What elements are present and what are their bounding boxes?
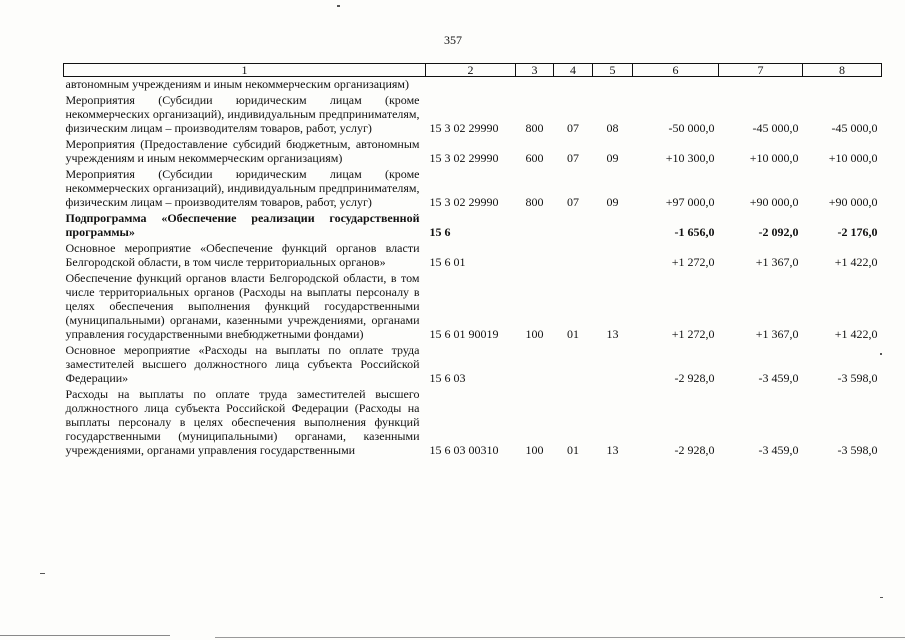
row-code: 15 6 03 00310	[429, 443, 499, 457]
row-section	[554, 343, 593, 387]
row-section	[554, 211, 593, 241]
row-expense-type: 100	[525, 327, 544, 341]
scan-edge-line-left	[0, 635, 170, 636]
row-subsection	[593, 211, 633, 241]
row-value-col8: -45 000,0	[831, 121, 878, 135]
row-code: 15 3 02 29990	[429, 195, 499, 209]
row-description: автономным учреждениям и иным некоммерческим организациям)	[65, 77, 410, 91]
table-row	[64, 387, 882, 459]
row-section	[554, 241, 593, 271]
page-number: 357	[444, 33, 462, 47]
row-code: 15 6 01	[429, 255, 466, 269]
row-expense-type: 600	[525, 151, 544, 165]
row-value-col6: -50 000,0	[668, 121, 715, 135]
table-row	[64, 241, 882, 271]
table-row	[64, 343, 882, 387]
row-code: 15 6	[429, 225, 451, 239]
column-header-row	[64, 64, 882, 77]
row-value-col8: +90 000,0	[828, 195, 878, 209]
row-description: Основное мероприятие «Расходы на выплаты по оплате труда заместителей высшего должностного лица субъекта Российской Федерации»	[65, 343, 420, 385]
row-code: 15 6 01 90019	[429, 327, 499, 341]
row-value-col8: +1 422,0	[834, 255, 878, 269]
row-value-col8: +10 000,0	[828, 151, 878, 165]
row-value-col6: -2 928,0	[674, 371, 715, 385]
scan-artifact-top	[337, 5, 340, 7]
row-value-col6: -2 928,0	[674, 443, 715, 457]
row-value-col7: -2 092,0	[758, 225, 799, 239]
row-subsection: 13	[606, 443, 619, 457]
row-expense-type	[516, 343, 554, 387]
row-section: 07	[567, 195, 579, 209]
row-value-col7: +1 367,0	[755, 255, 799, 269]
row-subsection	[593, 77, 633, 94]
row-subsection	[593, 343, 633, 387]
table-row	[64, 137, 882, 167]
row-subsection: 08	[606, 121, 619, 135]
row-value-col8: -3 598,0	[837, 371, 878, 385]
column-header-6: 6	[633, 64, 719, 77]
scan-edge-line-right	[215, 637, 905, 638]
row-value-col7: +1 367,0	[755, 327, 799, 341]
row-expense-type: 800	[525, 195, 544, 209]
row-expense-type: 800	[525, 121, 544, 135]
row-subsection: 09	[606, 151, 619, 165]
row-value-col6	[633, 77, 719, 94]
row-value-col7: +90 000,0	[749, 195, 799, 209]
subprogram-row	[64, 211, 882, 241]
row-description: Основное мероприятие «Обеспечение функций органов власти Белгородской области, в том числе территориальных органов»	[65, 241, 420, 269]
column-header-8: 8	[803, 64, 882, 77]
table-row	[64, 77, 882, 94]
scan-artifact-bottom-left	[40, 573, 45, 574]
row-expense-type: 100	[525, 443, 544, 457]
row-code: 15 3 02 29990	[429, 121, 499, 135]
row-expense-type	[516, 241, 554, 271]
row-value-col7: +10 000,0	[749, 151, 799, 165]
budget-table	[63, 63, 882, 459]
row-value-col6: +97 000,0	[665, 195, 715, 209]
row-section: 07	[567, 151, 579, 165]
column-header-1: 1	[64, 64, 426, 77]
column-header-3: 3	[516, 64, 554, 77]
column-header-2: 2	[426, 64, 516, 77]
row-value-col6: +1 272,0	[671, 327, 715, 341]
row-code	[426, 77, 516, 94]
row-section: 07	[567, 121, 579, 135]
row-description: Мероприятия (Предоставление субсидий бюджетным, автономным учреждениям и иным некоммерческим организациям)	[65, 137, 420, 165]
row-value-col6: +1 272,0	[671, 255, 715, 269]
row-value-col7: -3 459,0	[758, 443, 799, 457]
column-header-4: 4	[554, 64, 593, 77]
table-row	[64, 167, 882, 211]
table-body	[64, 77, 882, 460]
column-header-5: 5	[593, 64, 633, 77]
row-description: Подпрограмма «Обеспечение реализации государственной программы»	[65, 211, 420, 239]
table-row	[64, 93, 882, 137]
row-value-col8	[803, 77, 882, 94]
column-header-7: 7	[719, 64, 803, 77]
row-description: Мероприятия (Субсидии юридическим лицам (кроме некоммерческих организаций), индивидуальным предпринимателям, физическим лицам – производителям товаров, работ, услуг)	[65, 93, 420, 135]
row-subsection: 13	[606, 327, 619, 341]
row-description: Обеспечение функций органов власти Белгородской области, в том числе территориальных органов (Расходы на выплаты персоналу в целях обеспечения выполнения функций государственными (муниципальными) органами, казенными учреждениями, органами управления государственными внебюджетными фондами)	[65, 271, 420, 341]
row-description: Расходы на выплаты по оплате труда заместителей высшего должностного лица субъекта Российской Федерации (Расходы на выплаты персоналу в целях обеспечения выполнения функций государственными (муниципальными) органами, казенными учреждениями, органами управления государственными	[65, 387, 420, 457]
row-expense-type	[516, 211, 554, 241]
row-section	[554, 77, 593, 94]
row-value-col7	[719, 77, 803, 94]
row-value-col6: -1 656,0	[674, 225, 715, 239]
row-code: 15 6 03	[429, 371, 466, 385]
row-subsection	[593, 241, 633, 271]
row-subsection: 09	[606, 195, 619, 209]
row-value-col8: -2 176,0	[837, 225, 878, 239]
row-value-col7: -45 000,0	[752, 121, 799, 135]
row-description: Мероприятия (Субсидии юридическим лицам (кроме некоммерческих организаций), индивидуальным предпринимателям, физическим лицам – производителям товаров, работ, услуг)	[65, 167, 420, 209]
row-value-col8: +1 422,0	[834, 327, 878, 341]
row-expense-type	[516, 77, 554, 94]
row-value-col8: -3 598,0	[837, 443, 878, 457]
scan-artifact-bottom-right	[880, 597, 883, 598]
row-value-col7: -3 459,0	[758, 371, 799, 385]
row-code: 15 3 02 29990	[429, 151, 499, 165]
row-section: 01	[567, 443, 579, 457]
table-row	[64, 271, 882, 343]
row-section: 01	[567, 327, 579, 341]
row-value-col6: +10 300,0	[665, 151, 715, 165]
